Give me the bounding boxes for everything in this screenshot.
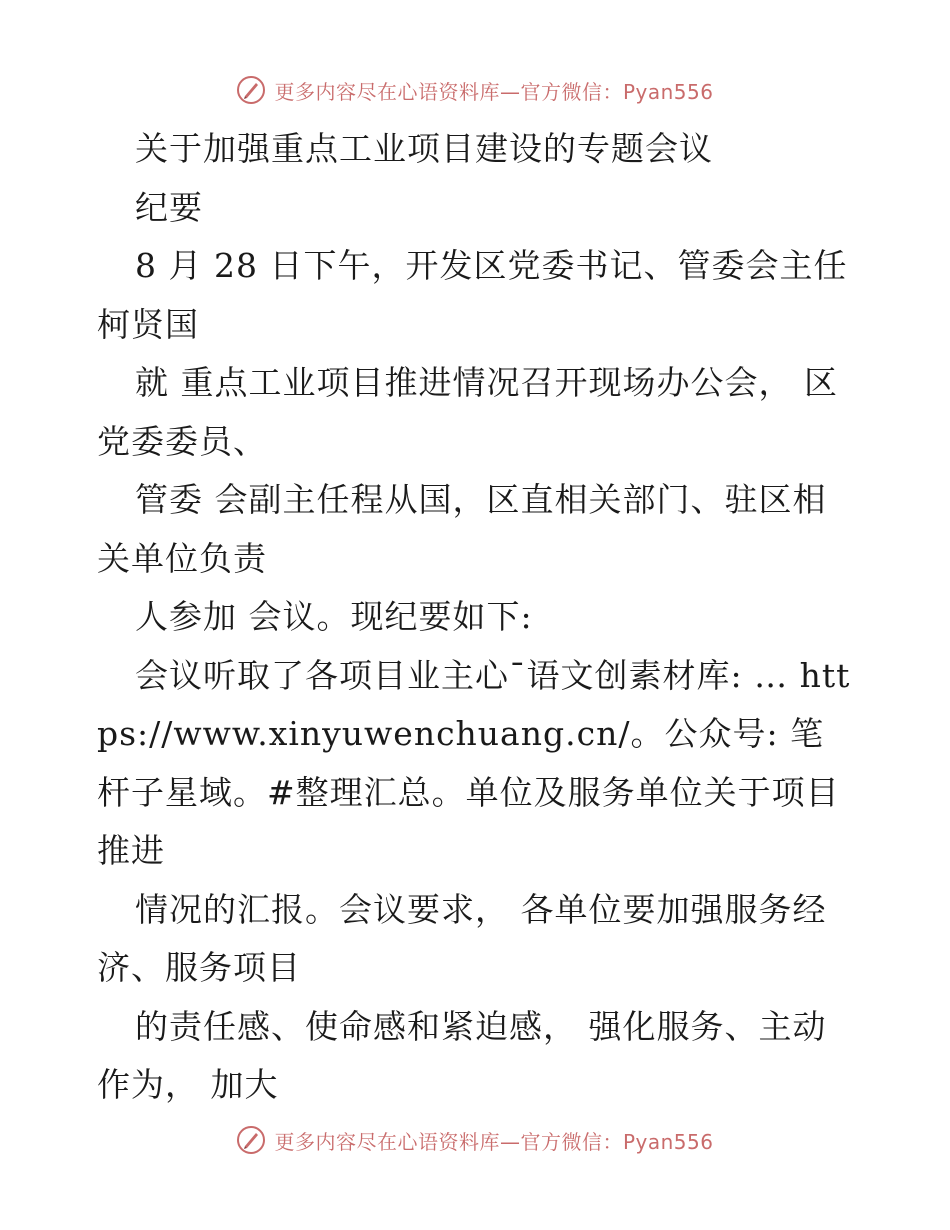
quill-logo-icon (236, 1125, 266, 1155)
watermark-footer (0, 1120, 950, 1160)
document-title: 关于加强重点工业项目建设的专题会议 (135, 129, 713, 168)
document-subtitle: 纪要 (135, 187, 203, 227)
document-body (97, 120, 857, 1115)
paragraph: 的责任感、使命感和紧迫感， 强化服务、主动作为， 加大 (97, 1006, 827, 1104)
paragraph: 就 重点工业项目推进情况召开现场办公会， 区党委委员、 (97, 363, 838, 461)
watermark-text: 更多内容尽在心语资料库—官方微信：Pyan556 (274, 1129, 714, 1154)
paragraph: 会议听取了各项目业主心¯语文创素材库: … https://www.xinyuwenchuang.cn/。公众号: 笔杆子星域。#整理汇总。单位及服务单位关于项目推进 (97, 655, 851, 870)
watermark-text: 更多内容尽在心语资料库—官方微信：Pyan556 (274, 79, 714, 104)
paragraph: 情况的汇报。会议要求， 各单位要加强服务经济、服务项目 (97, 889, 827, 987)
paragraph: 人参加 会议。现纪要如下: (135, 597, 533, 636)
paragraph: 8 月 28 日下午，开发区党委书记、管委会主任柯贤国 (97, 246, 848, 344)
paragraph: 管委 会副主任程从国，区直相关部门、驻区相关单位负责 (97, 480, 827, 578)
watermark-header (0, 70, 950, 110)
quill-logo-icon (236, 75, 266, 105)
